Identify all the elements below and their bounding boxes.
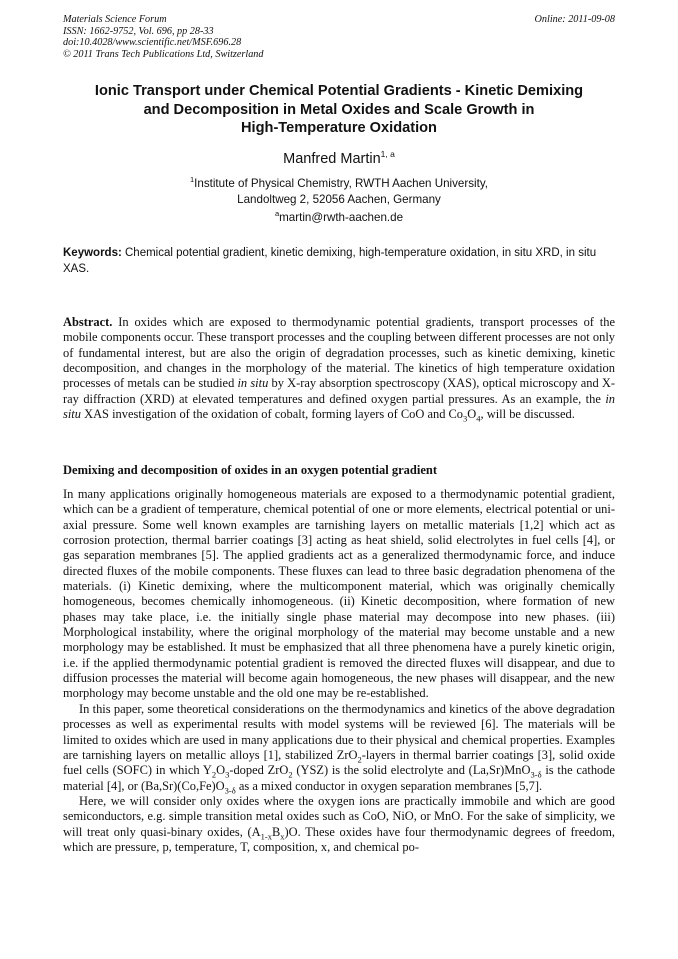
- title-line-2: and Decomposition in Metal Oxides and Scale Growth in: [143, 101, 535, 118]
- para2-sub-2: 2: [211, 769, 217, 780]
- affiliation-mark: 1: [190, 175, 195, 185]
- abstract-text-3: XAS investigation of the oxidation of cobalt, forming layers of CoO and Co: [80, 407, 464, 422]
- abstract-text-4: , will be discussed.: [480, 407, 575, 422]
- paragraph-2: [63, 702, 615, 794]
- email-address: martin@rwth-aachen.de: [279, 211, 404, 224]
- abstract: [63, 315, 615, 422]
- abstract-oxygen: O: [467, 407, 477, 422]
- para3-text-1: Here, we will consider only oxides where the oxygen ions are practically immobile and which are good semiconductors, e.g. simple transition metal oxides such as CoO, NiO, or MnO. For the sake of simplicity, we will treat only quasi-binary oxides, (A: [63, 793, 615, 839]
- para2-sub-1: 2: [357, 754, 362, 765]
- para2-text-5: (YSZ) is the solid electrolyte and (La,Sr)MnO: [292, 763, 531, 778]
- paragraph-3: [63, 794, 615, 855]
- journal-copyright: © 2011 Trans Tech Publications Ltd, Switzerland: [63, 48, 264, 60]
- author: [0, 151, 678, 167]
- para3-text-2: B: [271, 824, 281, 839]
- paper-title: [40, 82, 638, 138]
- keywords: [63, 246, 615, 277]
- section-heading: Demixing and decomposition of oxides in an oxygen potential gradient: [63, 463, 437, 477]
- abstract-subscript-4: 4: [476, 413, 481, 424]
- journal-info: [63, 14, 615, 60]
- para2-sub-5: 3-δ: [530, 769, 542, 780]
- journal-name: Materials Science Forum: [63, 14, 167, 25]
- online-date: Online: 2011-09-08: [534, 14, 615, 25]
- title-line-1: Ionic Transport under Chemical Potential Gradients - Kinetic Demixing: [94, 83, 584, 99]
- para2-sub-3: 3: [225, 769, 230, 780]
- para2-text-4: -doped ZrO: [229, 763, 289, 778]
- para2-text-6: is the cathode material [4], or (Ba,Sr)(Co,Fe)O: [63, 763, 615, 793]
- author-name: Manfred Martin: [283, 151, 381, 167]
- para3-sub-1: 1-x: [260, 831, 272, 842]
- email-mark: a: [274, 209, 280, 219]
- title-line-3: High-Temperature Oxidation: [241, 120, 437, 137]
- para2-sub-4: 2: [288, 769, 293, 780]
- para3-text-3: )O. These oxides have four thermodynamic degrees of freedom, which are pressure, p, temperature, T, composition, x, and chemical po-: [63, 824, 615, 854]
- para2-text-3: O: [216, 763, 226, 778]
- para2-sub-6: 3-δ: [224, 785, 236, 796]
- abstract-in-situ-1: in situ: [237, 376, 269, 391]
- author-email: [0, 211, 678, 224]
- affiliation: [0, 176, 678, 208]
- author-marks: 1, a: [380, 149, 395, 160]
- affiliation-line-1: Institute of Physical Chemistry, RWTH Aachen University,: [194, 177, 488, 190]
- affiliation-line-2: Landoltweg 2, 52056 Aachen, Germany: [237, 193, 441, 206]
- abstract-text-2: by X-ray absorption spectroscopy (XAS), optical microscopy and X-ray diffraction (XRD) at elevated temperatures and defined oxygen partial pressures. As an example, the: [63, 376, 615, 406]
- journal-header: [63, 14, 615, 60]
- abstract-text-1: In oxides which are exposed to thermodynamic potential gradients, transport processes of the mobile components occur. These transport processes and the coupling between different processes are not only of fundamental interest, but are also the origin of degradation processes, such as kinetic demixing, kinetic decomposition, and changes in the morphology of the material. The kinetics of high temperature oxidation processes of metals can be studied: [63, 315, 615, 391]
- abstract-label: Abstract.: [63, 315, 113, 329]
- para2-text-2: -layers in thermal barrier coatings [3], solid oxide fuel cells (SOFC) in which Y: [63, 747, 615, 778]
- section-body: [63, 487, 615, 855]
- paragraph-1: In many applications originally homogeneous materials are exposed to a thermodynamic potential gradient, which can be a gradient of temperature, chemical potential of one or more elements, electrical potential or uni-axial pressure. Some well known examples are tarnishing layers on metallic materials [1,2] which act as corrosion protection, thermal barrier coatings [3] acting as heat shield, solid electrolytes in fuel cells [4], or gas separation membranes [5]. The applied gradients act as a generalized thermodynamic force, and induce directed fluxes of the mobile components. These fluxes can lead to three basic degradation phenomena of the materials. (i) Kinetic demixing, where the multicomponent material, which was originally chemically homogeneous, becomes chemically inhomogeneous. (ii) Kinetic decomposition, where formation of new phases may take place, i.e. the initially single phase material may decompose into new phases. (iii) Morphological instability, where the original morphology of the material may become unstable and a new morphology may be established. It must be emphasized that all three phenomena have a purely kinetic origin, i.e. if the applied thermodynamic potential gradient is removed the directed fluxes will disappear, and due to diffusion processes the material will become again homogeneous, the new phases will disappear, and the new morphology may become unstable and the old one may be re-established.: [63, 487, 615, 701]
- para2-text-7: as a mixed conductor in oxygen separation membranes [5,7].: [235, 778, 543, 793]
- para2-text-1: In this paper, some theoretical considerations on the thermodynamics and kinetics of the above degradation processes as well as experimental results with model systems will be reviewed [6]. The materials will be limited to oxides which are used in many applications due to their physical and chemical properties. Examples are tarnishing layers on metallic alloys [1], stabilized ZrO: [63, 701, 615, 762]
- para3-sub-2: x: [280, 831, 285, 842]
- journal-doi: doi:10.4028/www.scientific.net/MSF.696.28: [63, 37, 242, 49]
- keywords-text: Chemical potential gradient, kinetic demixing, high-temperature oxidation, in situ XRD, in situ XAS.: [63, 247, 597, 275]
- journal-issn: ISSN: 1662-9752, Vol. 696, pp 28-33: [63, 25, 214, 37]
- keywords-label: Keywords:: [63, 247, 122, 259]
- abstract-in-situ-2: in situ: [63, 391, 615, 422]
- abstract-subscript-3: 3: [463, 413, 468, 424]
